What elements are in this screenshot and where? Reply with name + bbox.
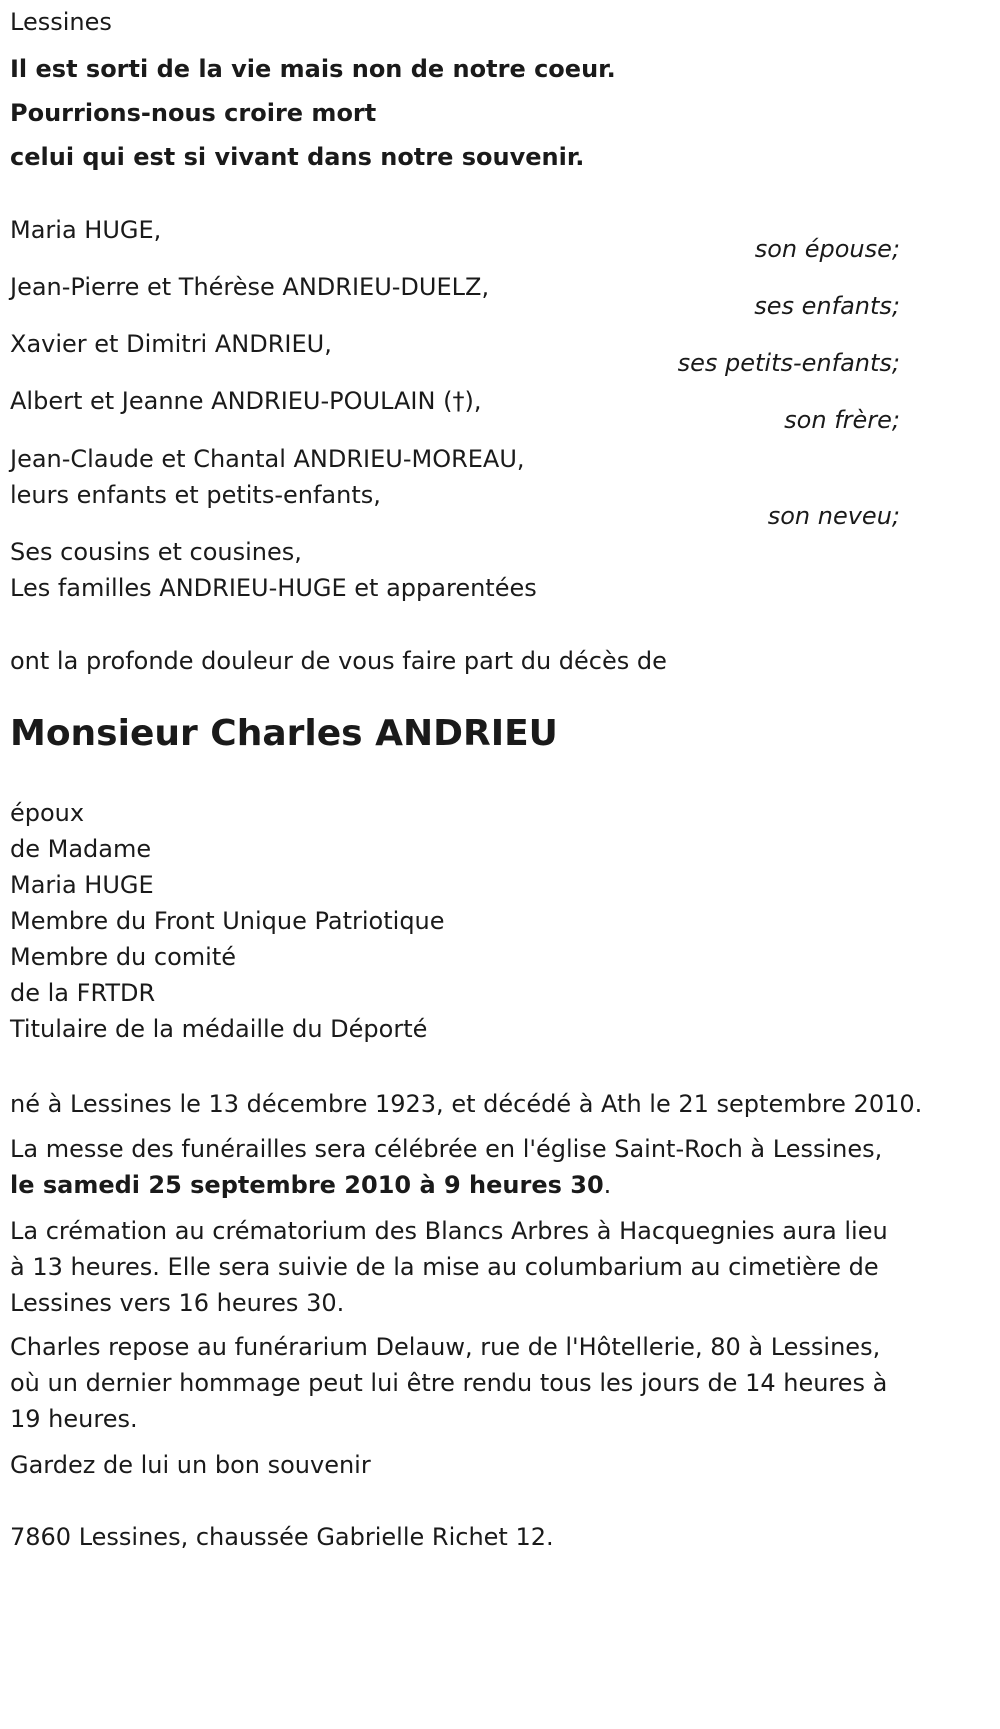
- family-entry: [10, 269, 900, 320]
- mass-date-end: .: [603, 1171, 612, 1199]
- title-line: Titulaire de la médaille du Déporté: [10, 1015, 428, 1043]
- family-names: Jean-Claude et Chantal ANDRIEU-MOREAU,: [10, 445, 525, 473]
- birth-death-text: né à Lessines le 13 décembre 1923, et décédé à Ath le 21 septembre 2010.: [10, 1090, 923, 1118]
- title-line: de la FRTDR: [10, 979, 156, 1007]
- family-names: Xavier et Dimitri ANDRIEU,: [10, 330, 332, 358]
- repose-line: où un dernier hommage peut lui être rendu tous les jours de 14 heures à: [10, 1369, 888, 1397]
- family-entry: [10, 383, 900, 434]
- family-role: son frère;: [784, 406, 900, 434]
- title-line: Membre du Front Unique Patriotique: [10, 907, 445, 935]
- place-name: Lessines: [10, 8, 112, 36]
- family-names: Les familles ANDRIEU-HUGE et apparentées: [10, 574, 537, 602]
- family-entry: [10, 212, 900, 263]
- family-role: son neveu;: [767, 502, 900, 530]
- mass-intro: La messe des funérailles sera célébrée en l'église Saint-Roch à Lessines,: [10, 1135, 883, 1163]
- repose-line: 19 heures.: [10, 1405, 138, 1433]
- cremation-line: La crémation au crématorium des Blancs Arbres à Hacquegnies aura lieu: [10, 1217, 888, 1245]
- cremation-line: à 13 heures. Elle sera suivie de la mise au columbarium au cimetière de: [10, 1253, 879, 1281]
- mass-paragraph: [10, 1131, 882, 1203]
- quote-line: Il est sorti de la vie mais non de notre coeur.: [10, 55, 616, 83]
- repose-line: Charles repose au funérarium Delauw, rue de l'Hôtellerie, 80 à Lessines,: [10, 1333, 881, 1361]
- family-role: ses enfants;: [754, 292, 900, 320]
- title-line: de Madame: [10, 835, 152, 863]
- family-names: Maria HUGE,: [10, 216, 162, 244]
- family-entry: [10, 534, 900, 606]
- title-line: Membre du comité: [10, 943, 236, 971]
- cremation-paragraph: [10, 1213, 888, 1321]
- mass-date: le samedi 25 septembre 2010 à 9 heures 30: [10, 1171, 604, 1199]
- family-entry: [10, 326, 900, 377]
- family-entry: [10, 441, 900, 530]
- family-role: ses petits-enfants;: [677, 349, 900, 377]
- repose-paragraph: [10, 1329, 887, 1437]
- cremation-line: Lessines vers 16 heures 30.: [10, 1289, 345, 1317]
- mass-date-line: [10, 1167, 882, 1203]
- closing-text: Gardez de lui un bon souvenir: [10, 1451, 371, 1479]
- family-names: Ses cousins et cousines,: [10, 538, 302, 566]
- family-names: leurs enfants et petits-enfants,: [10, 481, 381, 509]
- epitaph-quote: [10, 47, 616, 179]
- deceased-name: Monsieur Charles ANDRIEU: [10, 713, 558, 754]
- family-names: Albert et Jeanne ANDRIEU-POULAIN (†),: [10, 387, 482, 415]
- address-text: 7860 Lessines, chaussée Gabrielle Richet 12.: [10, 1523, 554, 1551]
- family-role: son épouse;: [754, 235, 900, 263]
- title-line: époux: [10, 799, 85, 827]
- family-names: Jean-Pierre et Thérèse ANDRIEU-DUELZ,: [10, 273, 490, 301]
- deceased-titles: [10, 795, 445, 1047]
- title-line: Maria HUGE: [10, 871, 154, 899]
- announcement-text: ont la profonde douleur de vous faire part du décès de: [10, 647, 667, 675]
- quote-line: celui qui est si vivant dans notre souvenir.: [10, 143, 585, 171]
- quote-line: Pourrions-nous croire mort: [10, 99, 377, 127]
